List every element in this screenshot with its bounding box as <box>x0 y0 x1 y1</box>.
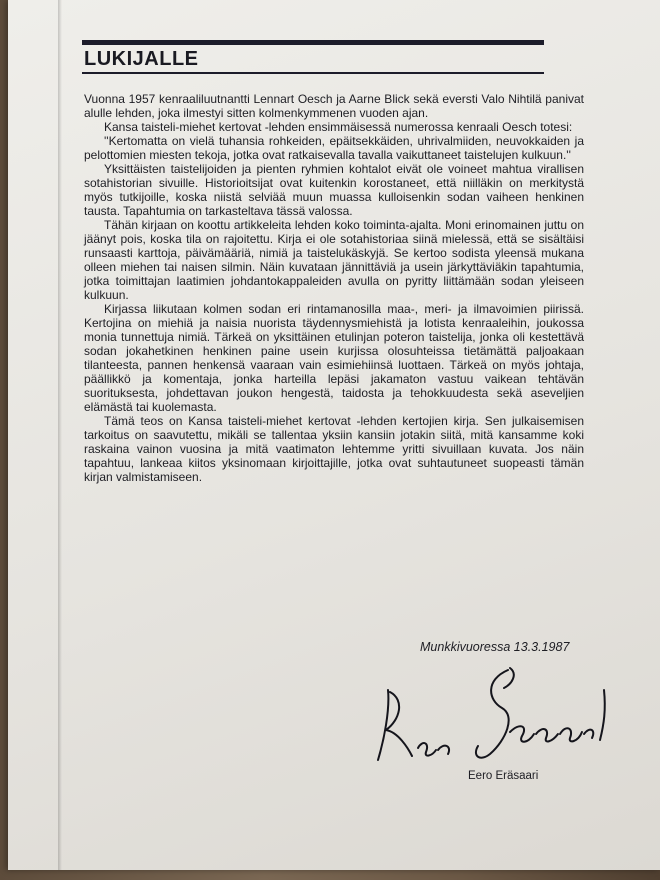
header-rule-thick <box>82 40 544 45</box>
header-rule-thin <box>82 72 544 74</box>
paragraph-4: Tähän kirjaan on koottu artikkeleita lehden koko toiminta-ajalta. Moni erinomainen juttu on jäänyt pois, koska tila on rajoitettu. Kirja ei ole sotahistoriaa siinä mielessä, että se sisältäisi runsaasti karttoja, päivämääriä, nimiä ja taistelukäskyjä. Se kertoo sodista yleensä mukana olleen miehen tai naisen silmin. Näin kuvataan jännittäviä ja usein järkyttäviäkin tapahtumia, jotka toimittajan laatimien johdantokappaleiden avulla on pyritty liittämään sodan yleiseen kulkuun. <box>84 218 584 302</box>
paragraph-2: Kansa taisteli-miehet kertovat -lehden ensimmäisessä numerossa kenraali Oesch totesi: <box>104 120 573 134</box>
handwritten-signature <box>360 660 630 770</box>
page-title: LUKIJALLE <box>84 48 199 70</box>
paragraph-6: Tämä teos on Kansa taisteli-miehet kertovat -lehden kertojien kirja. Sen julkaisemisen tarkoitus on saavutettu, mikäli se tallentaa yksiin kansiin jotakin siitä, mitä kansamme koki raskaina vainon vuosina ja mitä vaatimaton lehtemme yritti sivuillaan kuvata. Jos näin tapahtuu, lankeaa kiitos yksinomaan kirjoittajille, jotka ovat suhtautuneet suopeasti tämän kirjan valmistamiseen. <box>84 414 584 484</box>
paragraph-3: Yksittäisten taistelijoiden ja pienten ryhmien kohtalot eivät ole voineet mahtua virallisen sotahistorian sivuille. Historioitsijat ovat kuitenkin korostaneet, että niilläkin on merkitystä myös tutkijoille, koska niistä selviää muun muassa kulloisenkin sodan vaiheen henkinen tausta. Tapahtumia on tarkasteltava tässä valossa. <box>84 162 584 218</box>
body-text <box>84 92 584 484</box>
paragraph-5: Kirjassa liikutaan kolmen sodan eri rintamanosilla maa-, meri- ja ilmavoimien piirissä. Kertojina on miehiä ja naisia nuorista täydennysmiehistä ja lotista kenraaleihin, joukossa monia tunnettuja nimiä. Tärkeä on yksittäinen etulinjan poteron taistelija, jonka oli kestettävä sodan jokahetkinen henkinen paine usein kurjissa olosuhteissa tietämättä paljoakaan tilanteesta, pannen henkensä vaaraan vain esimiehiinsä luottaen. Tärkeä on myös johtaja, päällikkö ja komentaja, jonka harteilla lepäsi jakamaton vastuu vaikean tehtävän suorituksesta, johdettavan joukon hengestä, taidosta ja tehokkuudesta sekä aseveljien elämästä tai kuolemasta. <box>84 302 584 414</box>
paragraph-1: Vuonna 1957 kenraaliluutnantti Lennart Oesch ja Aarne Blick sekä eversti Valo Nihtilä panivat alulle lehden, joka ilmestyi sitten kolmenkymmenen vuoden ajan. <box>84 92 584 120</box>
page-gutter-shadow <box>58 0 62 870</box>
place-and-date: Munkkivuoressa 13.3.1987 <box>420 640 570 654</box>
quotation: ''Kertomatta on vielä tuhansia rohkeiden, epäitsekkäiden, uhrivalmiiden, neuvokkaiden ja pelottomien miesten tekoja, jotka ovat ratkaisevalla tavalla vaikuttaneet taistelujen kulkuun.'' <box>84 134 584 162</box>
signer-name: Eero Eräsaari <box>468 770 539 782</box>
